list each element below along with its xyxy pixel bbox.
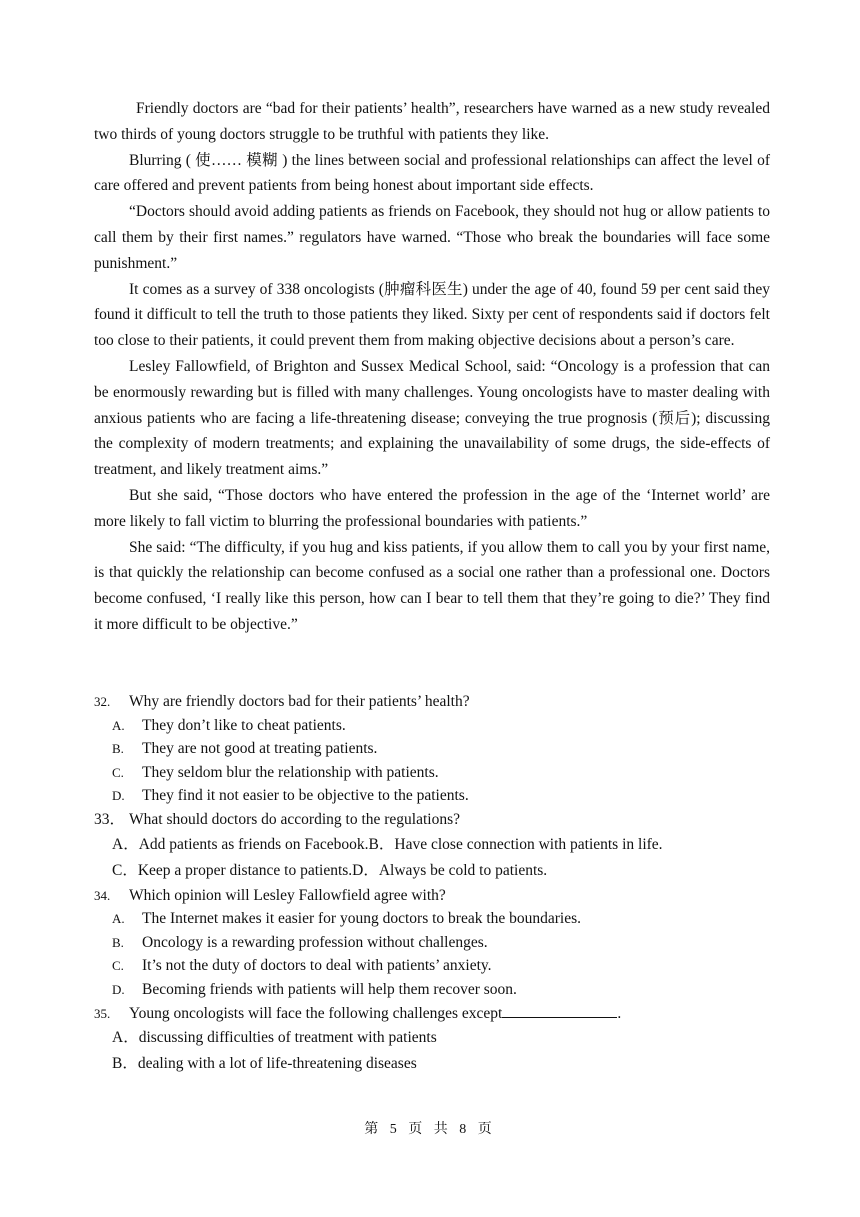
question-text: Which opinion will Lesley Fallowfield agree with?: [129, 886, 446, 904]
question-33: [94, 808, 784, 884]
option-text: They are not good at treating patients.: [142, 740, 378, 758]
option-a: [94, 907, 784, 931]
option-b: B．dealing with a lot of life-threatening diseases: [112, 1055, 417, 1073]
passage-paragraph: “Doctors should avoid adding patients as friends on Facebook, they should not hug or allow patients to call them by their first names.” regulators have warned. “Those who break the boundaries will face some punishment.”: [94, 203, 770, 272]
option-text: Oncology is a rewarding profession without challenges.: [142, 933, 488, 951]
option-letter: A.: [112, 911, 125, 927]
option-letter: A.: [112, 717, 125, 733]
question-stem: [94, 690, 784, 714]
question-35: [94, 1002, 784, 1078]
question-stem: [94, 808, 784, 832]
option-d: [94, 978, 784, 1002]
option-letter: C.: [112, 958, 124, 974]
option-text: They don’t like to cheat patients.: [142, 716, 346, 734]
option-line-cd: C．Keep a proper distance to patients.D．Always be cold to patients.: [112, 861, 548, 879]
reading-passage: [94, 96, 770, 638]
question-34: [94, 884, 784, 1002]
question-list: [94, 690, 784, 1077]
question-stem: [94, 1002, 784, 1026]
option-line-ab: A．Add patients as friends on Facebook.B．Have close connection with patients in life.: [112, 835, 663, 853]
option-text: The Internet makes it easier for young doctors to break the boundaries.: [142, 910, 582, 928]
question-number: 35.: [94, 1005, 111, 1021]
question-32: [94, 690, 784, 808]
option-letter: D.: [112, 788, 125, 804]
question-text: Why are friendly doctors bad for their patients’ health?: [129, 693, 470, 710]
answer-blank: [502, 1003, 617, 1018]
passage-paragraph: Lesley Fallowfield, of Brighton and Sussex Medical School, said: “Oncology is a profession that can be enormously rewarding but is filled with many challenges. Young oncologists have to master dealing with anxious patients who are facing a life-threatening disease; conveying the true prognosis (预后); discussing the complexity of modern treatments; and explaining the unavailability of some drugs, the side-effects of treatment, and likely treatment aims.”: [94, 357, 770, 479]
option-d: [94, 784, 784, 808]
option-b: [94, 931, 784, 955]
option-letter: C.: [112, 764, 124, 780]
option-text: They find it not easier to be objective to the patients.: [142, 787, 469, 805]
option-letter: B.: [112, 934, 124, 950]
option-a: A．discussing difficulties of treatment with patients: [112, 1029, 437, 1047]
option-text: It’s not the duty of doctors to deal with patients’ anxiety.: [142, 957, 492, 975]
option-a: [94, 714, 784, 738]
option-letter: B.: [112, 741, 124, 757]
passage-paragraph: Friendly doctors are “bad for their patients’ health”, researchers have warned as a new study revealed two thirds of young doctors struggle to be truthful with patients they like.: [94, 100, 770, 143]
option-c: [94, 954, 784, 978]
question-number: 33．: [94, 810, 126, 828]
question-text: Young oncologists will face the following challenges except: [129, 1004, 503, 1022]
question-end-punct: .: [617, 1004, 622, 1022]
page-footer: 第 5 页 共 8 页: [364, 1122, 496, 1137]
passage-paragraph: But she said, “Those doctors who have entered the profession in the age of the ‘Internet world’ are more likely to fall victim to blurring the professional boundaries with patients.”: [94, 486, 770, 530]
option-letter: D.: [112, 981, 125, 997]
option-text: They seldom blur the relationship with patients.: [142, 763, 439, 781]
passage-paragraph: It comes as a survey of 338 oncologists (肿瘤科医生) under the age of 40, found 59 per cent said they found it difficult to tell the truth to those patients they liked. Sixty per cent of respondents said if doctors felt too close to their patients, it could prevent them from making objective decisions about a person’s care.: [94, 280, 770, 350]
passage-paragraph: She said: “The difficulty, if you hug and kiss patients, if you allow them to call you by your first name, is that quickly the relationship can become confused as a social one rather than a professional one. Doctors become confused, ‘I really like this person, how can I bear to tell them that they’re going to die?’ They find it more difficult to be objective.”: [94, 538, 770, 633]
option-c: [94, 761, 784, 785]
question-number: 32.: [94, 694, 111, 709]
question-stem: [94, 884, 784, 908]
passage-paragraph: Blurring ( 使…… 模糊 ) the lines between social and professional relationships can affect the level of care offered and prevent patients from being honest about important side effects.: [94, 151, 770, 195]
question-text: What should doctors do according to the regulations?: [129, 810, 461, 828]
question-number: 34.: [94, 887, 111, 903]
option-b: [94, 737, 784, 761]
option-text: Becoming friends with patients will help them recover soon.: [142, 980, 517, 998]
